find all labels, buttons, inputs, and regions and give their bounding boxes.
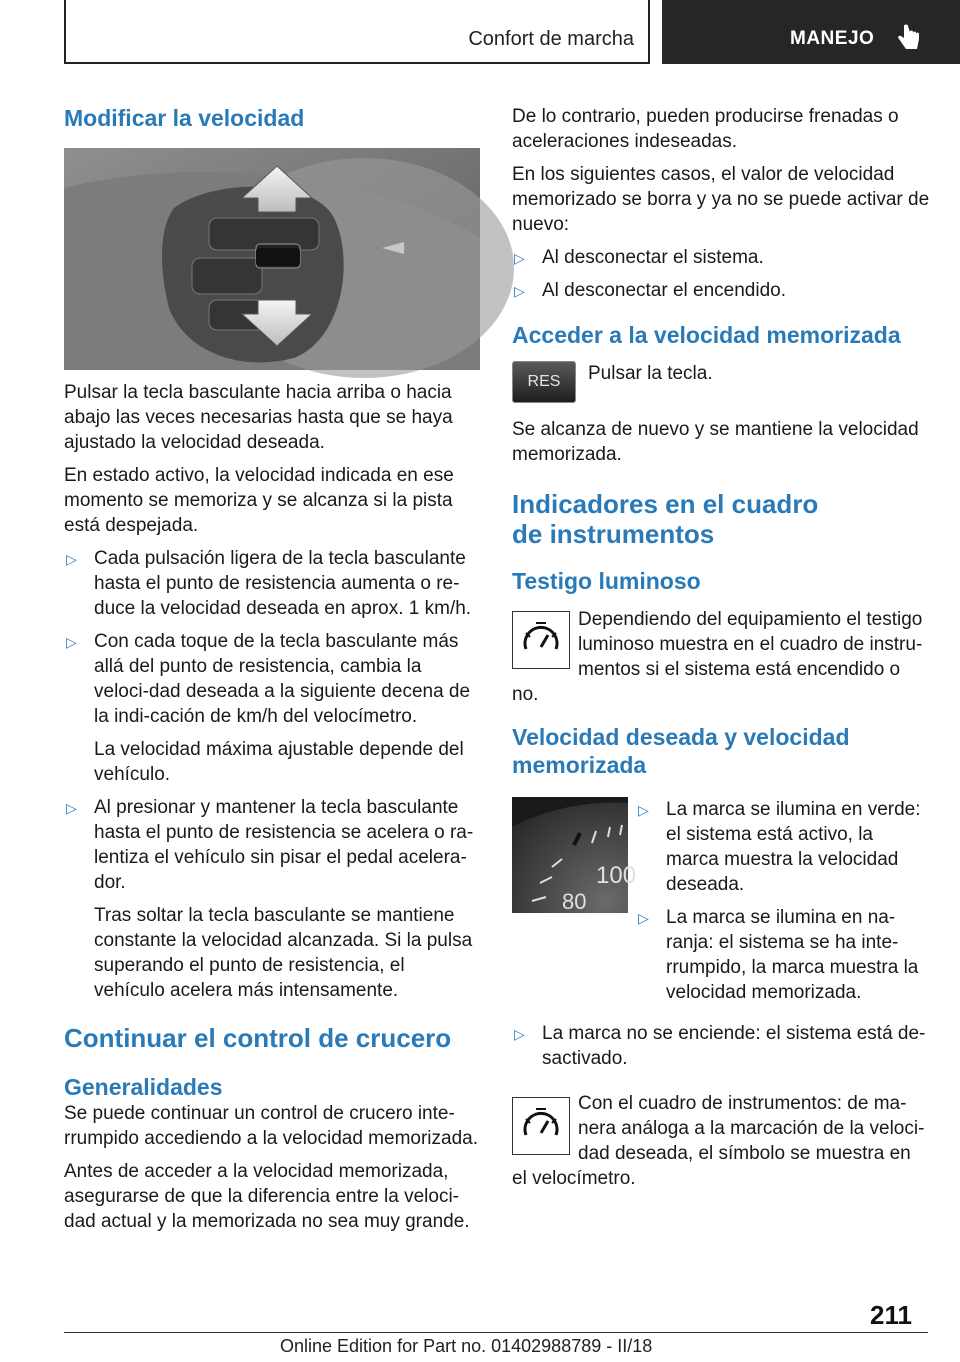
list-item: [64, 629, 480, 729]
list-item: [512, 245, 930, 270]
heading-indicators: [512, 489, 930, 549]
triangle-bullet-icon: ▷: [66, 800, 77, 816]
list-item-text: Al presionar y mantener la tecla basculante hasta el punto de resistencia se acelera o ra‐lentiza el vehículo sin pisar el pedal acelera‐dor.: [94, 797, 474, 893]
left-column: [64, 100, 480, 1242]
res-button: [512, 361, 576, 403]
warning-light-block: [512, 607, 930, 707]
right-paragraph-2: En los siguientes casos, el valor de velocidad memorizado se borra y ya no se puede activar de nuevo:: [512, 164, 930, 235]
triangle-bullet-icon: ▷: [638, 910, 649, 926]
heading-indicators-line-1: Indicadores en el cuadro: [512, 489, 819, 519]
speedometer-indicator-icon: [512, 1097, 570, 1155]
list-item: [636, 905, 930, 1005]
list-item-note: Tras soltar la tecla basculante se mantiene constante la velocidad alcanzada. Si la pulsa superando el punto de resistencia, el vehículo acelera más intensamente.: [94, 905, 473, 1001]
triangle-bullet-icon: ▷: [514, 1026, 525, 1042]
warning-light-text-cont: no.: [512, 684, 539, 705]
triangle-bullet-icon: ▷: [514, 283, 525, 299]
list-item-text: Al desconectar el sistema.: [542, 247, 764, 268]
list-item-text: La marca no se enciende: el sistema está de‐sactivado.: [542, 1023, 926, 1069]
right-column: [512, 100, 930, 1199]
left-paragraph-4: Antes de acceder a la velocidad memorizada, asegurarse de que la diferencia entre la veloci‐dad actual y la memorizada no sea muy grande.: [64, 1161, 470, 1232]
gauge-label-100: 100: [596, 862, 637, 889]
speedometer-indicator-icon: [512, 611, 570, 669]
header-rule-right: [648, 0, 650, 64]
list-item-text: Con cada toque de la tecla basculante más allá del punto de resistencia, cambia la veloci‐dad deseada a la siguiente decena de la indi‐cación de km/h del velocímetro.: [94, 631, 471, 727]
list-item-text: La marca se ilumina en verde: el sistema está activo, la marca muestra la velocidad deseada.: [666, 799, 921, 895]
triangle-bullet-icon: ▷: [514, 250, 525, 266]
triangle-bullet-icon: ▷: [66, 634, 77, 650]
symbol-text-cont: el velocímetro.: [512, 1168, 636, 1189]
triangle-bullet-icon: ▷: [66, 551, 77, 567]
list-item-text: La marca se ilumina en na‐ranja: el sistema se ha inte‐rrumpido, la marca muestra la velocidad memorizada.: [666, 907, 919, 1003]
list-item: [64, 546, 480, 621]
heading-continue-cruise: Continuar el control de crucero: [64, 1023, 452, 1053]
right-paragraph-3: Se alcanza de nuevo y se mantiene la velocidad memorizada.: [512, 419, 919, 465]
footer-edition: Online Edition for Part no. 01402988789 - II/18: [280, 1336, 653, 1356]
list-item-text: Al desconectar el encendido.: [542, 280, 786, 301]
left-paragraph-2: En estado activo, la velocidad indicada en ese momento se memoriza y se alcanza si la pista está despejada.: [64, 465, 454, 536]
gauge-block: [512, 797, 930, 1021]
header-chapter-label: MANEJO: [790, 28, 875, 49]
list-item: [64, 795, 480, 895]
res-instruction-text: Pulsar la tecla.: [588, 363, 713, 384]
footer-rule: [64, 1332, 928, 1333]
header-section-title: Confort de marcha: [468, 28, 634, 50]
triangle-bullet-icon: ▷: [638, 802, 649, 818]
list-item: [636, 797, 930, 897]
heading-modify-speed: Modificar la velocidad: [64, 105, 305, 131]
list-item-note: La velocidad máxima ajustable depende del vehículo.: [94, 739, 464, 785]
heading-warning-light: Testigo luminoso: [512, 568, 701, 594]
header-rule-left: [64, 0, 66, 64]
header-rule-bottom: [64, 62, 650, 64]
list-item: [512, 278, 930, 303]
gauge-bullets: [636, 797, 930, 1013]
heading-indicators-line-2: de instrumentos: [512, 519, 715, 549]
speedometer-gauge-photo: [512, 797, 637, 914]
list-item-text: Cada pulsación ligera de la tecla basculante hasta el punto de resistencia aumenta o re‐duce la velocidad deseada en aprox. 1 km/h.: [94, 548, 472, 619]
symbol-block: [512, 1091, 930, 1191]
page-number: 211: [870, 1300, 912, 1330]
list-item: [512, 1021, 930, 1071]
hand-pointer-icon: [896, 24, 922, 54]
steering-wheel-rocker-photo: [64, 148, 480, 370]
res-button-label: RES: [527, 373, 561, 390]
heading-desired-speed-line-2: memorizada: [512, 752, 647, 778]
heading-desired-speed: [512, 723, 930, 779]
res-instruction: [512, 361, 930, 407]
heading-access-memorized: Acceder a la velocidad memorizada: [512, 322, 901, 348]
symbol-text: Con el cuadro de instrumentos: de ma‐nera análoga a la marcación de la veloci‐dad deseada, el símbolo se muestra en: [578, 1093, 925, 1164]
heading-general: Generalidades: [64, 1074, 223, 1100]
left-paragraph-3: Se puede continuar un control de crucero inte‐rrumpido accediendo a la velocidad memorizada.: [64, 1103, 479, 1149]
right-paragraph-1: De lo contrario, pueden producirse frenadas o aceleraciones indeseadas.: [512, 106, 899, 152]
heading-desired-speed-line-1: Velocidad deseada y velocidad: [512, 724, 850, 750]
left-paragraph-1: Pulsar la tecla basculante hacia arriba o hacia abajo las veces necesarias hasta que se haya ajustado la velocidad deseada.: [64, 382, 453, 453]
warning-light-text: Dependiendo del equipamiento el testigo luminoso muestra en el cuadro de instru‐mentos si el sistema está encendido o: [578, 609, 923, 680]
gauge-label-80: 80: [562, 889, 587, 914]
